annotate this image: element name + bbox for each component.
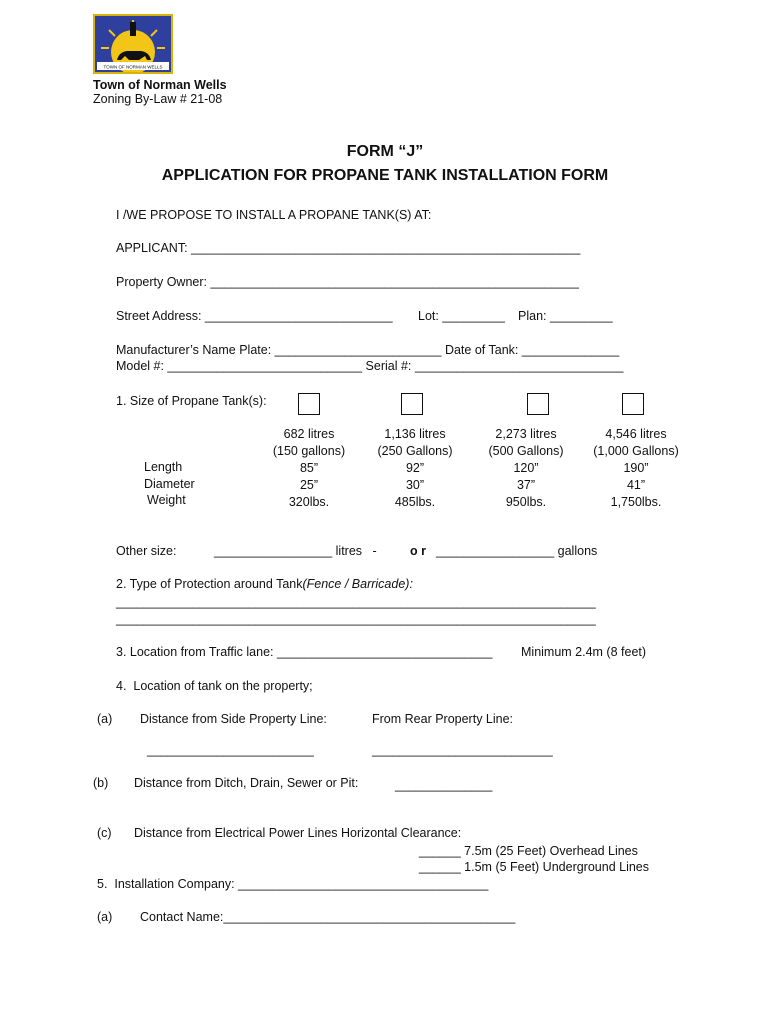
logo-text: TOWN OF NORMAN WELLS	[103, 64, 163, 70]
other-size-label: Other size:	[116, 544, 177, 558]
town-logo-graphic	[95, 16, 171, 72]
intro-text: I /WE PROPOSE TO INSTALL A PROPANE TANK(S) AT:	[116, 208, 432, 222]
tank-1136-spec	[355, 427, 475, 509]
tank-1136-gallons: (250 Gallons)	[377, 444, 453, 458]
overhead-lines-field[interactable]: ______ 7.5m (25 Feet) Overhead Lines	[419, 844, 638, 858]
tank-1136-weight: 485lbs.	[394, 495, 436, 509]
item-a-marker: (a)	[97, 712, 113, 726]
tank-2273-litres: 2,273 litres	[495, 427, 557, 441]
location-label: 4. Location of tank on the property;	[116, 679, 313, 693]
other-size-litres-field[interactable]: _________________ litres -	[214, 544, 377, 558]
form-letter: FORM “J”	[346, 143, 424, 160]
tank-682-checkbox[interactable]	[298, 393, 320, 415]
contact-name-field[interactable]: Contact Name:__________________________________________	[140, 910, 516, 924]
protection-line-2[interactable]: _____________________________________________________________________	[116, 612, 596, 626]
underground-lines-field[interactable]: ______ 1.5m (5 Feet) Underground Lines	[419, 860, 650, 874]
tank-4546-length: 190”	[623, 461, 649, 475]
town-name: Town of Norman Wells	[93, 78, 227, 92]
tank-4546-spec	[576, 427, 696, 509]
protection-label-italic: (Fence / Barricade):	[302, 577, 413, 591]
street-address-field[interactable]: Street Address: ___________________________	[116, 309, 393, 323]
tank-2273-length: 120”	[513, 461, 539, 475]
tank-size-label: 1. Size of Propane Tank(s):	[116, 394, 267, 408]
rear-property-line-field[interactable]: __________________________	[372, 743, 553, 757]
tank-1136-length: 92”	[405, 461, 425, 475]
ditch-distance-field[interactable]: ______________	[395, 778, 493, 792]
tank-682-gallons: (150 gallons)	[272, 444, 346, 458]
tank-1136-diameter: 30”	[405, 478, 425, 492]
item-b-marker: (b)	[93, 776, 109, 790]
traffic-lane-field[interactable]: 3. Location from Traffic lane: _______________________________	[116, 645, 493, 659]
tank-2273-weight: 950lbs.	[505, 495, 547, 509]
other-size-or: o r	[410, 544, 426, 558]
rear-property-line-label: From Rear Property Line:	[372, 712, 514, 726]
diameter-label: Diameter	[144, 477, 195, 491]
tank-2273-checkbox[interactable]	[527, 393, 549, 415]
item-c-marker: (c)	[97, 826, 112, 840]
tank-682-weight: 320lbs.	[288, 495, 330, 509]
traffic-lane-minimum: Minimum 2.4m (8 feet)	[521, 645, 647, 659]
protection-label-text: 2. Type of Protection around Tank	[116, 577, 303, 591]
tank-4546-litres: 4,546 litres	[605, 427, 667, 441]
bylaw-number: Zoning By-Law # 21-08	[93, 92, 223, 106]
protection-line-1[interactable]: _____________________________________________________________________	[116, 595, 596, 609]
model-serial-field[interactable]: Model #: ____________________________ Serial #: ______________________________	[116, 359, 624, 373]
weight-label: Weight	[147, 493, 186, 507]
tank-2273-diameter: 37”	[516, 478, 536, 492]
tank-2273-spec	[466, 427, 586, 509]
tank-4546-diameter: 41”	[626, 478, 646, 492]
installation-company-field[interactable]: 5. Installation Company: ____________________________________	[97, 877, 489, 891]
manufacturer-field[interactable]: Manufacturer’s Name Plate: ________________________ Date of Tank: ______________	[116, 343, 620, 357]
ditch-distance-label: Distance from Ditch, Drain, Sewer or Pit:	[134, 776, 359, 790]
tank-4546-weight: 1,750lbs.	[610, 495, 662, 509]
side-property-line-field[interactable]: ________________________	[147, 743, 314, 757]
contact-item-marker: (a)	[97, 910, 113, 924]
town-logo	[93, 14, 173, 74]
tank-4546-checkbox[interactable]	[622, 393, 644, 415]
property-owner-field[interactable]: Property Owner: _____________________________________________________	[116, 275, 579, 289]
power-lines-label: Distance from Electrical Power Lines Horizontal Clearance:	[134, 826, 462, 840]
protection-label	[116, 577, 413, 591]
plan-field[interactable]: Plan: _________	[518, 309, 613, 323]
side-property-line-label: Distance from Side Property Line:	[140, 712, 327, 726]
lot-field[interactable]: Lot: _________	[418, 309, 505, 323]
tank-682-diameter: 25”	[299, 478, 319, 492]
applicant-field[interactable]: APPLICANT: ________________________________________________________	[116, 241, 581, 255]
tank-4546-gallons: (1,000 Gallons)	[593, 444, 679, 458]
other-size-gallons-field[interactable]: _________________ gallons	[436, 544, 598, 558]
tank-1136-litres: 1,136 litres	[384, 427, 446, 441]
tank-682-litres: 682 litres	[283, 427, 335, 441]
length-label: Length	[144, 460, 183, 474]
form-heading: APPLICATION FOR PROPANE TANK INSTALLATION FORM	[161, 167, 609, 184]
tank-1136-checkbox[interactable]	[401, 393, 423, 415]
tank-2273-gallons: (500 Gallons)	[488, 444, 564, 458]
tank-682-spec	[249, 427, 369, 509]
tank-682-length: 85”	[299, 461, 319, 475]
